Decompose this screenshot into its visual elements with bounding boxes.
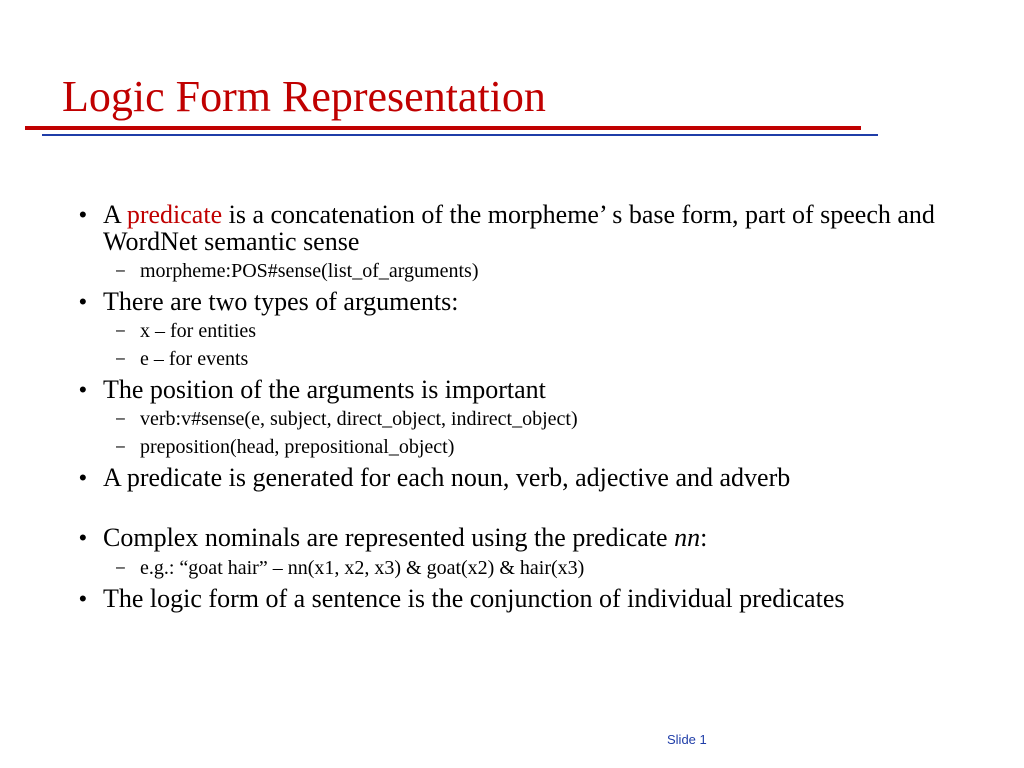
slide-number: Slide 1 [667,732,707,747]
dash-marker: – [116,262,125,279]
bullet-text-suffix: is a concatenation of the morpheme’ s base form, part of speech and WordNet semantic sense [103,200,935,256]
bullet-marker: • [79,465,87,490]
bullet-text: Complex nominals are represented using the predicate [103,523,675,552]
sub-bullet-morpheme-format [116,259,940,283]
bullet-marker: • [79,289,87,314]
sub-bullet-example [116,556,940,580]
bullet-marker: • [79,525,87,550]
nn-predicate-italic: nn [674,523,701,552]
bullet-text-prefix: A [103,200,127,229]
bullet-text: There are two types of arguments: [103,287,459,316]
bullet-argument-position [79,375,943,404]
bullet-marker: • [79,377,87,402]
sub-bullet-text: morpheme:POS#sense(list_of_arguments) [140,260,479,282]
slide-title: Logic Form Representation [62,72,546,121]
sub-bullet-entities [116,319,940,343]
dash-marker: – [116,322,125,339]
predicate-highlight: predicate [126,200,223,229]
bullet-marker: • [79,202,87,227]
sub-bullet-verb-format [116,407,940,431]
dash-marker: – [116,410,125,427]
sub-bullet-text: e – for events [140,348,249,370]
bullet-text: A predicate is generated for each noun, verb, adjective and adverb [103,463,791,492]
bullet-predicate-generation [79,463,863,492]
sub-bullet-text: preposition(head, prepositional_object) [140,436,455,458]
bullet-argument-types [79,287,943,316]
sub-bullet-events [116,347,940,371]
dash-marker: – [116,438,125,455]
sub-bullet-text: x – for entities [140,320,257,342]
bullet-text: The position of the arguments is important [103,375,546,404]
bullet-logic-form-conjunction [79,584,903,613]
bullet-text: The logic form of a sentence is the conjunction of individual predicates [103,584,845,613]
sub-bullet-text: verb:v#sense(e, subject, direct_object, indirect_object) [140,408,578,430]
dash-marker: – [116,350,125,367]
bullet-complex-nominals [79,523,943,552]
sub-bullet-preposition-format [116,435,940,459]
sub-bullet-text: e.g.: “goat hair” – nn(x1, x2, x3) & goat(x2) & hair(x3) [140,557,585,579]
dash-marker: – [116,559,125,576]
bullet-text-suffix: : [700,523,708,552]
bullet-predicate-definition [79,200,943,256]
bullet-marker: • [79,586,87,611]
